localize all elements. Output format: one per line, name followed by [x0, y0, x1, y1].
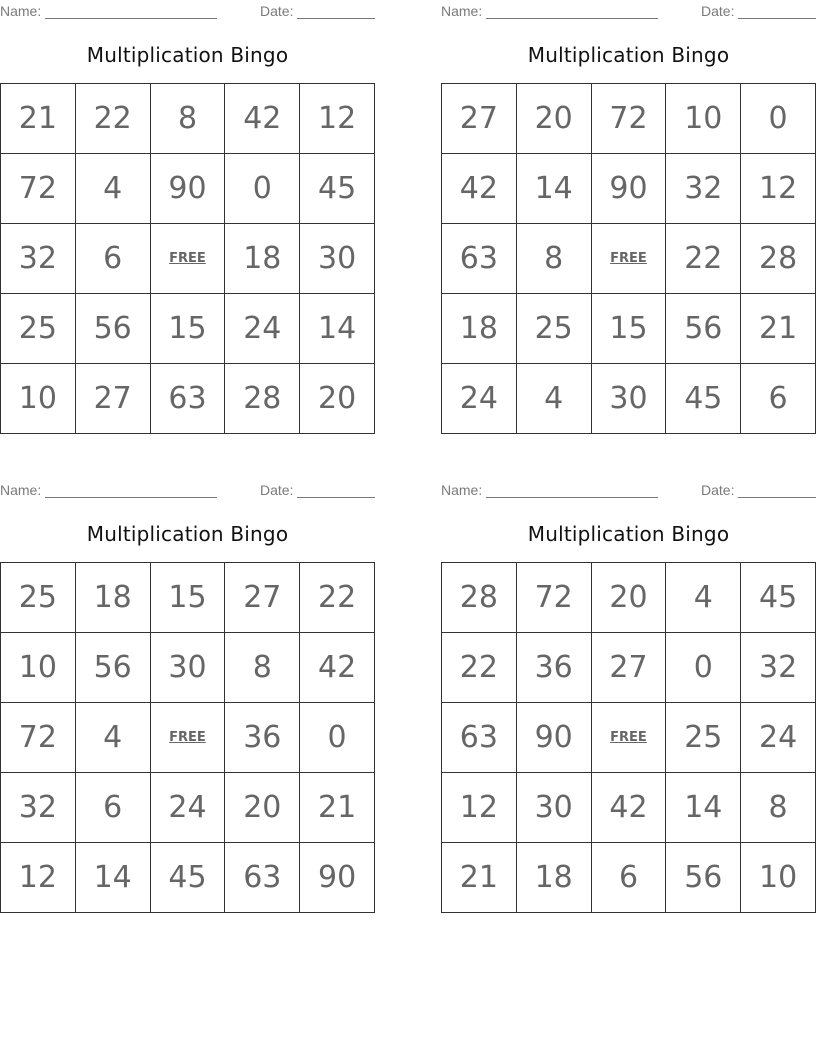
bingo-cell: 24 [225, 294, 300, 364]
bingo-cell: 30 [300, 224, 375, 294]
bingo-cell: 20 [225, 773, 300, 843]
bingo-cell: 0 [225, 154, 300, 224]
bingo-cell: 56 [76, 294, 151, 364]
bingo-cell: 12 [300, 84, 375, 154]
bingo-cell: 36 [225, 703, 300, 773]
free-space-cell: FREE [592, 703, 667, 773]
bingo-cell: 20 [592, 563, 667, 633]
bingo-cell: 6 [592, 843, 667, 913]
bingo-cell: 63 [442, 224, 517, 294]
date-label: Date: [701, 3, 735, 19]
bingo-cell: 45 [666, 364, 741, 434]
bingo-cell: 90 [151, 154, 226, 224]
bingo-cell: 42 [300, 633, 375, 703]
bingo-cell: 63 [442, 703, 517, 773]
bingo-cell: 22 [442, 633, 517, 703]
bingo-cell: 15 [592, 294, 667, 364]
bingo-cell: 28 [225, 364, 300, 434]
bingo-cell: 22 [300, 563, 375, 633]
bingo-cell: 25 [666, 703, 741, 773]
date-label: Date: [701, 482, 735, 498]
bingo-cell: 24 [741, 703, 816, 773]
bingo-cell: 20 [300, 364, 375, 434]
name-blank-line [45, 18, 217, 19]
bingo-cell: 12 [741, 154, 816, 224]
bingo-cell: 4 [517, 364, 592, 434]
student-info [441, 482, 816, 498]
student-info [0, 482, 376, 498]
bingo-cell: 20 [517, 84, 592, 154]
bingo-cell: 27 [592, 633, 667, 703]
bingo-cell: 18 [442, 294, 517, 364]
bingo-cell: 28 [741, 224, 816, 294]
date-blank-line [297, 497, 375, 498]
card-title: Multiplication Bingo [527, 522, 730, 546]
name-blank-line [486, 497, 658, 498]
date-label: Date: [260, 482, 294, 498]
bingo-cell: 14 [666, 773, 741, 843]
free-space-cell: FREE [151, 224, 226, 294]
bingo-cell: 27 [442, 84, 517, 154]
bingo-cell: 72 [1, 703, 76, 773]
bingo-cell: 4 [76, 154, 151, 224]
name-label: Name: [0, 3, 42, 19]
bingo-cell: 27 [225, 563, 300, 633]
card-title: Multiplication Bingo [527, 43, 730, 67]
bingo-grid [0, 562, 375, 913]
bingo-cell: 25 [517, 294, 592, 364]
bingo-cell: 27 [76, 364, 151, 434]
date-blank-line [297, 18, 375, 19]
bingo-cell: 24 [442, 364, 517, 434]
bingo-cell: 45 [741, 563, 816, 633]
bingo-cell: 32 [1, 224, 76, 294]
bingo-cell: 10 [741, 843, 816, 913]
date-blank-line [738, 497, 816, 498]
bingo-cell: 45 [300, 154, 375, 224]
bingo-cell: 32 [666, 154, 741, 224]
bingo-cell: 90 [592, 154, 667, 224]
bingo-cell: 90 [300, 843, 375, 913]
bingo-cell: 30 [151, 633, 226, 703]
bingo-cell: 12 [1, 843, 76, 913]
bingo-cell: 8 [741, 773, 816, 843]
bingo-cell: 15 [151, 563, 226, 633]
bingo-card [0, 0, 376, 440]
bingo-cell: 90 [517, 703, 592, 773]
bingo-cell: 6 [76, 773, 151, 843]
bingo-cell: 8 [151, 84, 226, 154]
student-info [0, 3, 376, 19]
bingo-cell: 21 [1, 84, 76, 154]
bingo-cell: 32 [1, 773, 76, 843]
bingo-cell: 0 [300, 703, 375, 773]
bingo-card [0, 479, 376, 919]
date-label: Date: [260, 3, 294, 19]
bingo-cell: 25 [1, 563, 76, 633]
student-info [441, 3, 816, 19]
bingo-cell: 10 [666, 84, 741, 154]
bingo-cell: 14 [517, 154, 592, 224]
bingo-cell: 10 [1, 633, 76, 703]
bingo-cell: 21 [442, 843, 517, 913]
bingo-cell: 14 [300, 294, 375, 364]
bingo-cell: 63 [151, 364, 226, 434]
bingo-cell: 8 [517, 224, 592, 294]
bingo-cell: 22 [76, 84, 151, 154]
name-label: Name: [441, 482, 483, 498]
bingo-cell: 56 [666, 294, 741, 364]
bingo-cell: 14 [76, 843, 151, 913]
bingo-cell: 36 [517, 633, 592, 703]
bingo-cell: 10 [1, 364, 76, 434]
bingo-cell: 0 [741, 84, 816, 154]
bingo-cell: 56 [666, 843, 741, 913]
bingo-cell: 6 [741, 364, 816, 434]
bingo-cell: 21 [300, 773, 375, 843]
bingo-cell: 42 [592, 773, 667, 843]
bingo-cell: 72 [592, 84, 667, 154]
bingo-cell: 45 [151, 843, 226, 913]
bingo-cell: 18 [76, 563, 151, 633]
bingo-card [441, 479, 816, 919]
bingo-cell: 30 [592, 364, 667, 434]
bingo-cell: 63 [225, 843, 300, 913]
bingo-cell: 0 [666, 633, 741, 703]
bingo-cell: 32 [741, 633, 816, 703]
bingo-cell: 4 [76, 703, 151, 773]
name-blank-line [45, 497, 217, 498]
name-label: Name: [0, 482, 42, 498]
bingo-cell: 15 [151, 294, 226, 364]
bingo-cell: 24 [151, 773, 226, 843]
bingo-grid [441, 562, 816, 913]
name-label: Name: [441, 3, 483, 19]
name-blank-line [486, 18, 658, 19]
free-space-cell: FREE [592, 224, 667, 294]
bingo-cell: 12 [442, 773, 517, 843]
bingo-cell: 42 [442, 154, 517, 224]
card-title: Multiplication Bingo [86, 43, 289, 67]
bingo-cell: 30 [517, 773, 592, 843]
bingo-cell: 18 [517, 843, 592, 913]
date-blank-line [738, 18, 816, 19]
bingo-cell: 18 [225, 224, 300, 294]
bingo-cell: 22 [666, 224, 741, 294]
bingo-cell: 21 [741, 294, 816, 364]
bingo-cell: 72 [517, 563, 592, 633]
bingo-grid [441, 83, 816, 434]
bingo-card [441, 0, 816, 440]
bingo-cell: 8 [225, 633, 300, 703]
bingo-grid [0, 83, 375, 434]
bingo-cell: 4 [666, 563, 741, 633]
bingo-cell: 28 [442, 563, 517, 633]
card-title: Multiplication Bingo [86, 522, 289, 546]
bingo-cell: 72 [1, 154, 76, 224]
bingo-cell: 42 [225, 84, 300, 154]
bingo-cell: 56 [76, 633, 151, 703]
bingo-cell: 25 [1, 294, 76, 364]
free-space-cell: FREE [151, 703, 226, 773]
bingo-cell: 6 [76, 224, 151, 294]
